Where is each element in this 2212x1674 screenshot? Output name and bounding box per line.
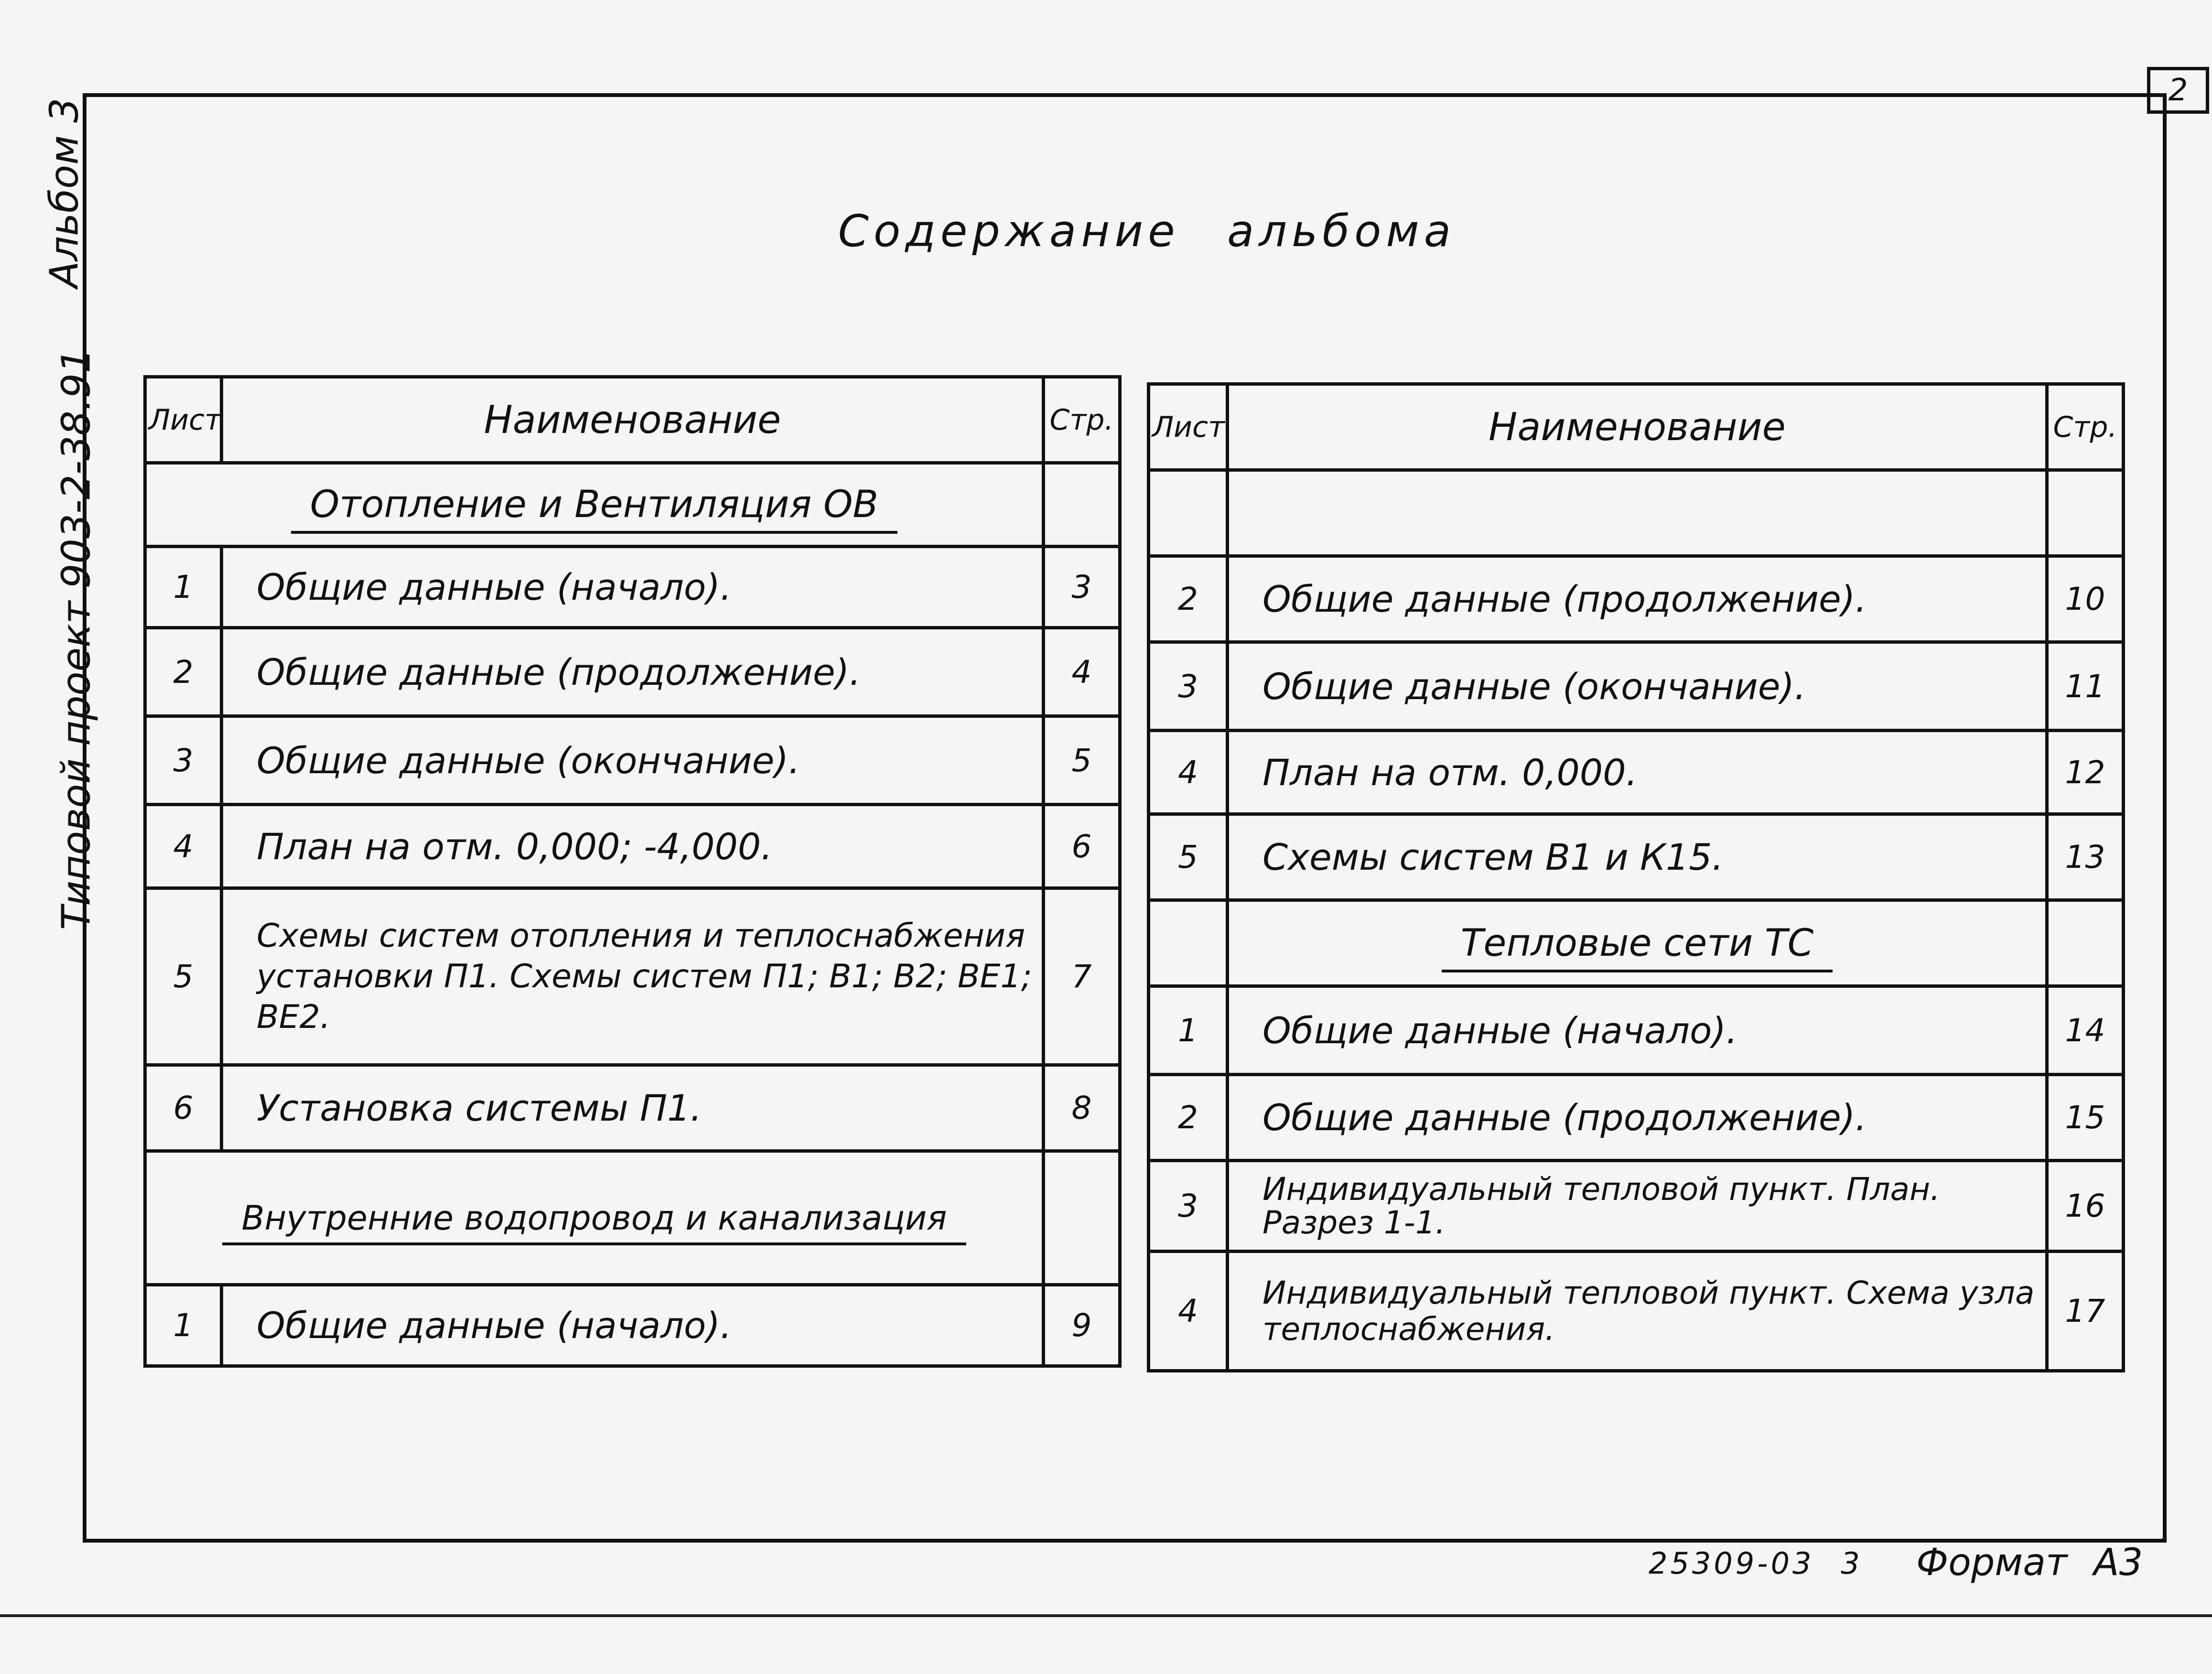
sheet-number: 6 [145,1065,222,1151]
table-row [1149,1161,2124,1252]
sheet-number: 5 [145,888,222,1065]
sheet-number: 1 [1149,986,1228,1075]
sheet-name: Установка системы П1. [222,1065,1044,1151]
section-title: Отопление и Вентиляция ОВ [145,463,1044,547]
sheet-name: Общие данные (начало). [222,1285,1044,1366]
sheet-name: План на отм. 0,000; -4,000. [222,805,1044,888]
sheet-name: Общие данные (продолжение). [1228,1075,2047,1161]
page-ref: 12 [2047,731,2124,814]
sheet-number: 1 [145,547,222,628]
sheet-number: 2 [145,628,222,716]
table-row [1149,986,2124,1075]
sheet-number: 3 [1149,1161,1228,1252]
page-ref: 10 [2047,556,2124,642]
page-title: Содержание альбома [838,205,1456,257]
sheet-number: 4 [1149,731,1228,814]
page-ref: 8 [1044,1065,1120,1151]
table-row [145,805,1120,888]
sheet-name: Общие данные (окончание). [222,716,1044,805]
page-ref: 14 [2047,986,2124,1075]
header-sheet: Лист [145,377,222,463]
table-row [1149,1075,2124,1161]
table-row [1149,814,2124,900]
table-header-row [145,377,1120,463]
section-row [1149,900,2124,986]
sheet-name: Индивидуальный тепловой пункт. Схема узла теплоснабжения. [1228,1252,2047,1371]
sheet-name: Общие данные (продолжение). [222,628,1044,716]
header-page: Стр. [1044,377,1120,463]
sheet-number: 2 [1149,1075,1228,1161]
sheet-number: 4 [145,805,222,888]
sheet-number: 2 [1149,556,1228,642]
table-row [1149,642,2124,731]
header-name: Наименование [222,377,1044,463]
table-row [145,1285,1120,1366]
sheet-name: План на отм. 0,000. [1228,731,2047,814]
blank-row [1149,470,2124,556]
section-row [145,1151,1120,1285]
table-row [145,888,1120,1065]
sheet-name: Схемы систем отопления и теплоснабжения установки П1. Схемы систем П1; В1; В2; ВЕ1; ВЕ2. [222,888,1044,1065]
sheet-number: 3 [1149,642,1228,731]
sheet-number: 5 [1149,814,1228,900]
drawing-code: 25309-03 3 [1649,1546,1863,1581]
page-ref: 13 [2047,814,2124,900]
sheet-format: Формат А3 [1916,1541,2143,1584]
section-row [145,463,1120,547]
header-page: Стр. [2047,384,2124,470]
header-name: Наименование [1228,384,2047,470]
page-ref: 3 [1044,547,1120,628]
table-row [145,547,1120,628]
page-ref: 7 [1044,888,1120,1065]
table-row [145,716,1120,805]
page-ref: 6 [1044,805,1120,888]
sheet-name: Индивидуальный тепловой пункт. План. Разрез 1-1. [1228,1161,2047,1252]
page-ref: 16 [2047,1161,2124,1252]
section-title: Тепловые сети ТС [1228,900,2047,986]
header-sheet: Лист [1149,384,1228,470]
sheet-name: Схемы систем В1 и К15. [1228,814,2047,900]
table-row [1149,556,2124,642]
page-ref: 4 [1044,628,1120,716]
table-header-row [1149,384,2124,470]
page-ref: 5 [1044,716,1120,805]
section-title: Внутренние водопровод и канализация [145,1151,1044,1285]
sheet-number: 1 [145,1285,222,1366]
table-row [145,1065,1120,1151]
album-label: Альбом 3 [42,97,87,288]
sheet-number: 4 [1149,1252,1228,1371]
sheet-name: Общие данные (продолжение). [1228,556,2047,642]
sheet-name: Общие данные (окончание). [1228,642,2047,731]
sheet-name: Общие данные (начало). [1228,986,2047,1075]
page-ref: 17 [2047,1252,2124,1371]
project-label: Типовой проект 903-2-38.91 [54,348,99,930]
sheet-trim-line [0,1614,2212,1617]
table-row [1149,1252,2124,1371]
table-row [1149,731,2124,814]
table-row [145,628,1120,716]
toc-table-right [1147,382,2125,1372]
page-ref: 11 [2047,642,2124,731]
page-number: 2 [2147,67,2209,114]
toc-table-left [143,375,1122,1368]
page-ref: 15 [2047,1075,2124,1161]
sheet-number: 3 [145,716,222,805]
page-ref: 9 [1044,1285,1120,1366]
sheet-name: Общие данные (начало). [222,547,1044,628]
